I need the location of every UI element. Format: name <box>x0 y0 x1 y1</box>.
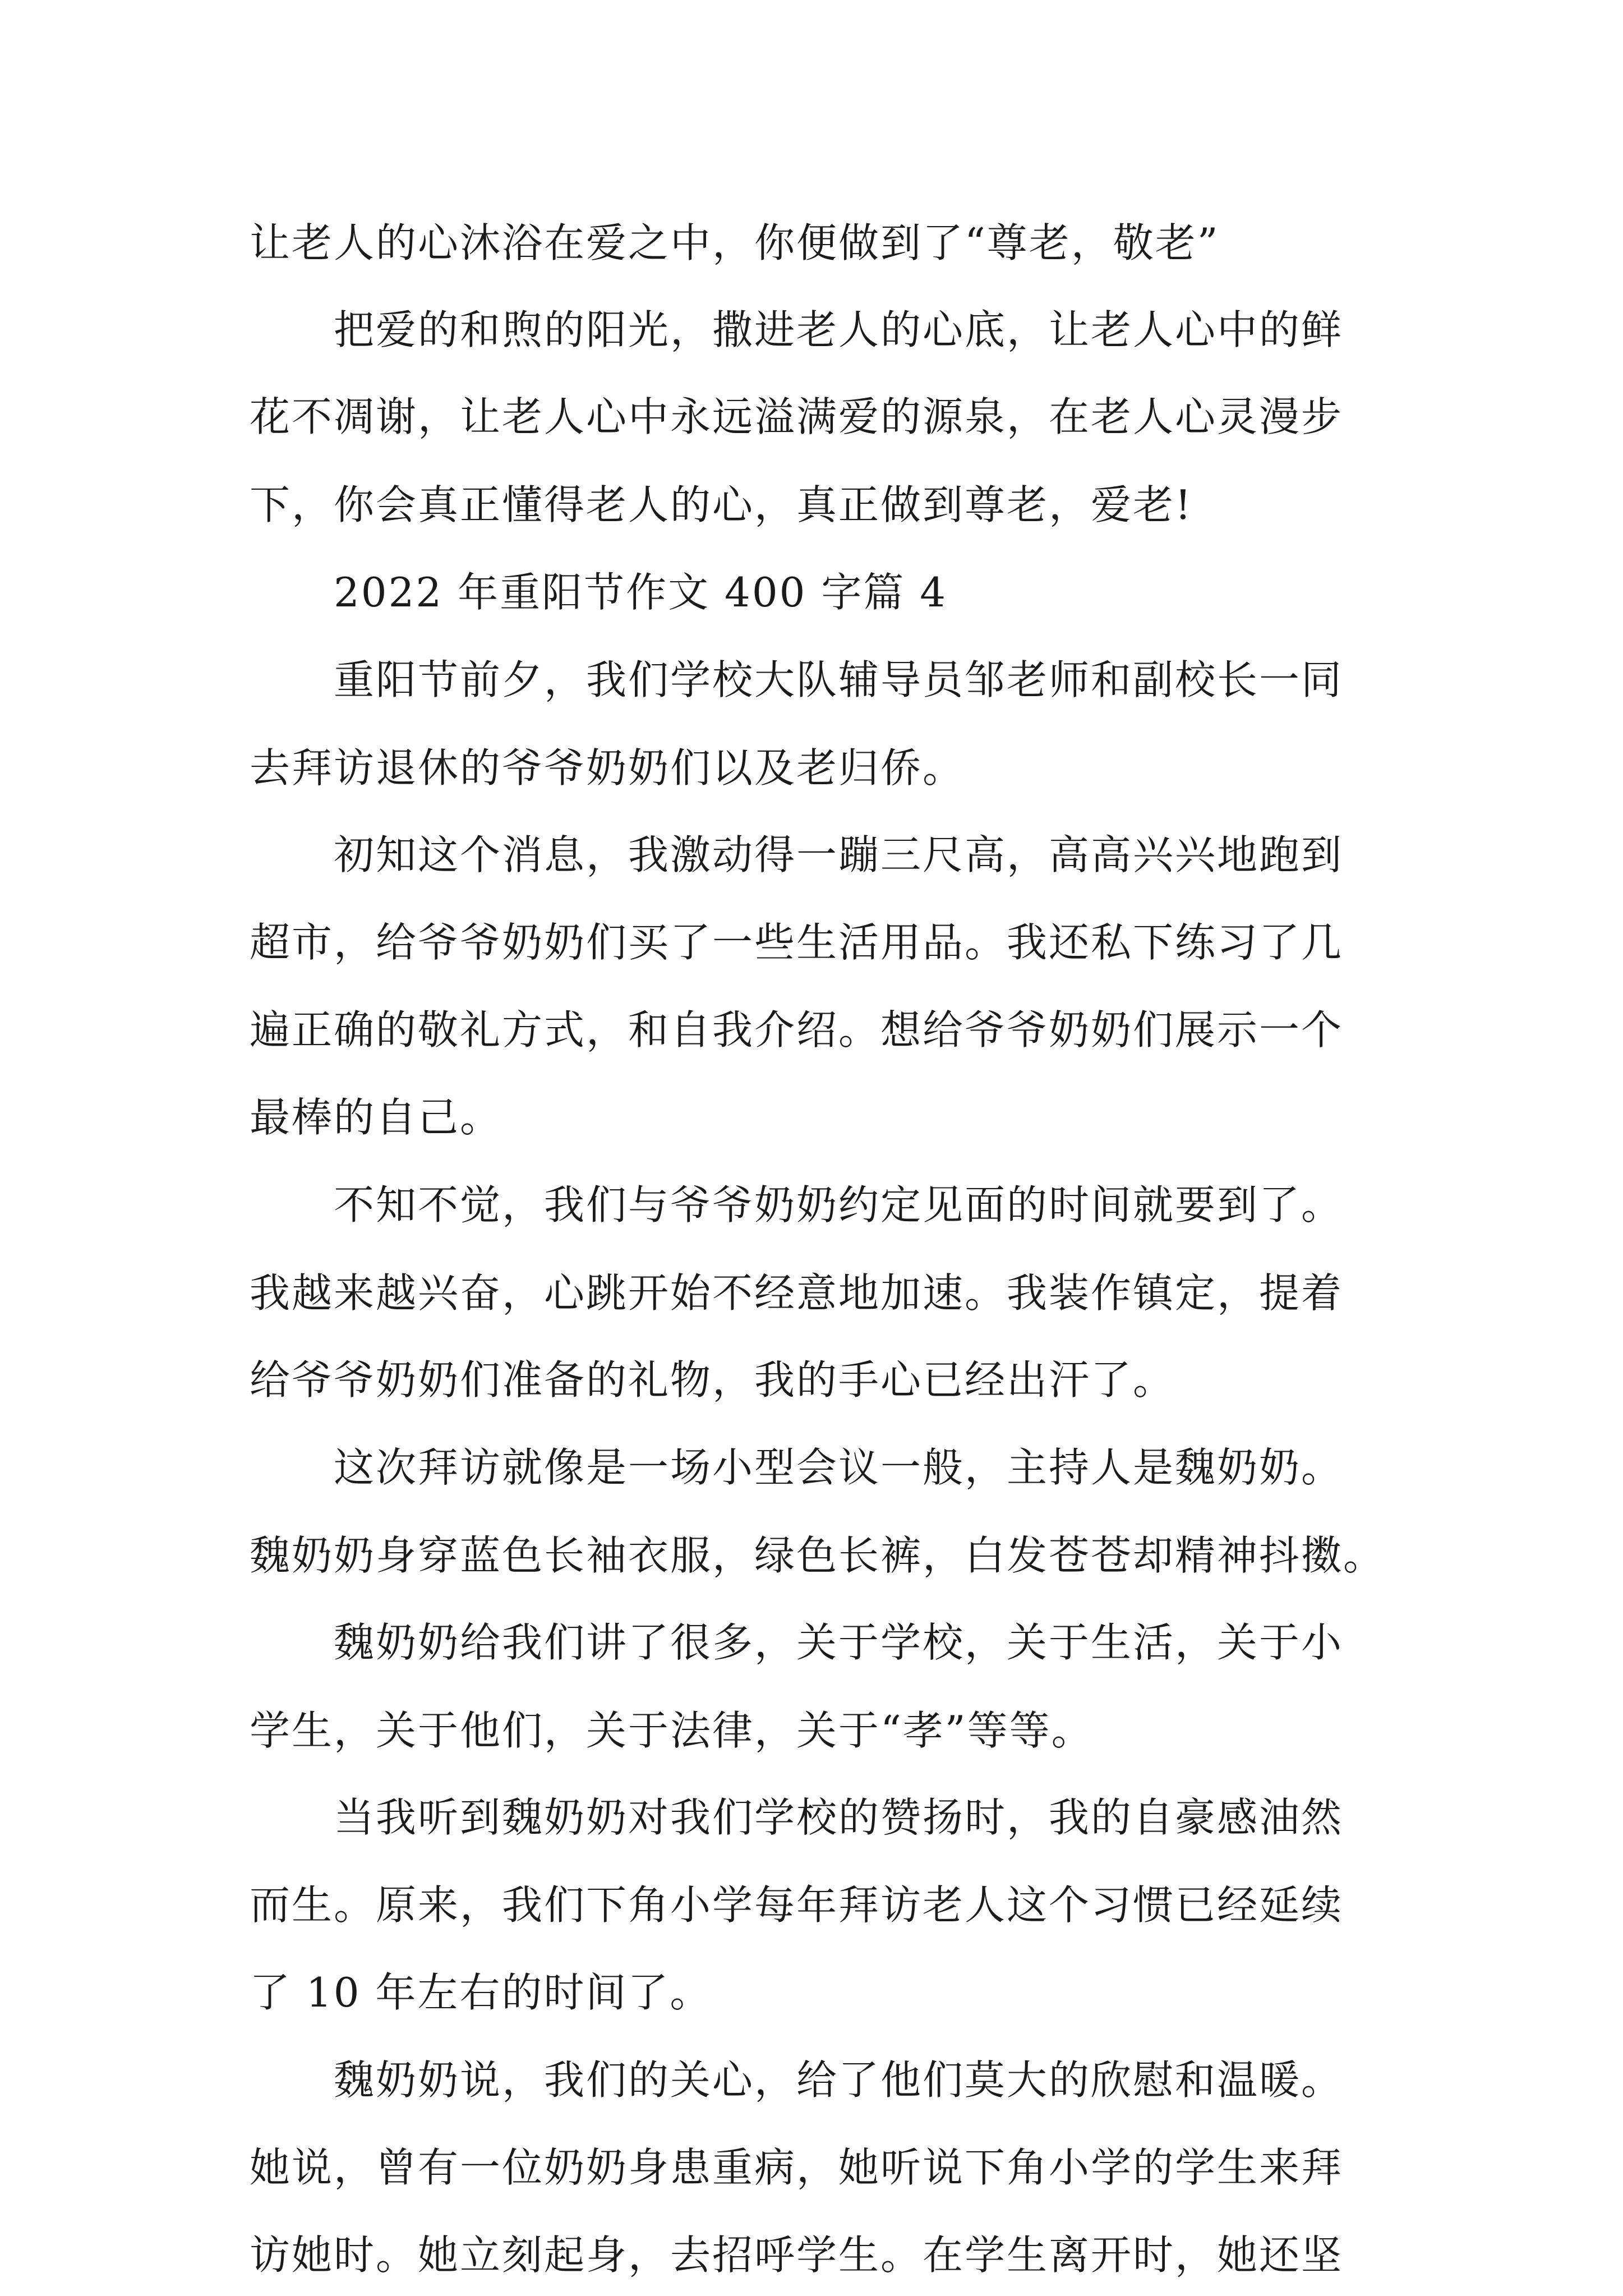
paragraph-line: 而生。原来，我们下角小学每年拜访老人这个习惯已经延续 <box>250 1881 1344 1929</box>
paragraph-line: 最棒的自己。 <box>250 1094 502 1141</box>
paragraph-line: 超市，给爷爷奶奶们买了一些生活用品。我还私下练习了几 <box>250 919 1344 966</box>
paragraph-line: 当我听到魏奶奶对我们学校的赞扬时，我的自豪感油然 <box>334 1794 1344 1841</box>
paragraph-line: 学生，关于他们，关于法律，关于“孝”等等。 <box>250 1707 1094 1754</box>
paragraph-line: 她说，曾有一位奶奶身患重病，她听说下角小学的学生来拜 <box>250 2144 1344 2191</box>
paragraph-line: 我越来越兴奋，心跳开始不经意地加速。我装作镇定，提着 <box>250 1269 1344 1317</box>
paragraph-line: 魏奶奶给我们讲了很多，关于学校，关于生活，关于小 <box>334 1619 1344 1666</box>
paragraph-line: 魏奶奶身穿蓝色长袖衣服，绿色长裤，白发苍苍却精神抖擞。 <box>250 1532 1386 1579</box>
paragraph-line: 花不凋谢，让老人心中永远溢满爱的源泉，在老人心灵漫步 <box>250 393 1344 440</box>
paragraph-line: 不知不觉，我们与爷爷奶奶约定见面的时间就要到了。 <box>334 1181 1344 1228</box>
paragraph-line: 遍正确的敬礼方式，和自我介绍。想给爷爷奶奶们展示一个 <box>250 1006 1344 1053</box>
paragraph-line: 去拜访退休的爷爷奶奶们以及老归侨。 <box>250 744 965 792</box>
paragraph-line: 了 10 年左右的时间了。 <box>250 1969 712 2016</box>
paragraph-line: 把爱的和煦的阳光，撒进老人的心底，让老人心中的鲜 <box>334 306 1344 353</box>
paragraph-line: 让老人的心沐浴在爱之中，你便做到了“尊老，敬老” <box>250 219 1220 266</box>
paragraph-line: 下，你会真正懂得老人的心，真正做到尊老，爱老! <box>250 481 1193 528</box>
paragraph-line: 这次拜访就像是一场小型会议一般，主持人是魏奶奶。 <box>334 1444 1344 1491</box>
paragraph-line: 访她时。她立刻起身，去招呼学生。在学生离开时，她还坚 <box>250 2231 1344 2279</box>
section-heading: 2022 年重阳节作文 400 字篇 4 <box>334 569 948 616</box>
paragraph-line: 重阳节前夕，我们学校大队辅导员邹老师和副校长一同 <box>334 656 1344 703</box>
paragraph-line: 给爷爷奶奶们准备的礼物，我的手心已经出汗了。 <box>250 1356 1175 1404</box>
paragraph-line: 魏奶奶说，我们的关心，给了他们莫大的欣慰和温暖。 <box>334 2056 1344 2104</box>
paragraph-line: 初知这个消息，我激动得一蹦三尺高，高高兴兴地跑到 <box>334 831 1344 878</box>
